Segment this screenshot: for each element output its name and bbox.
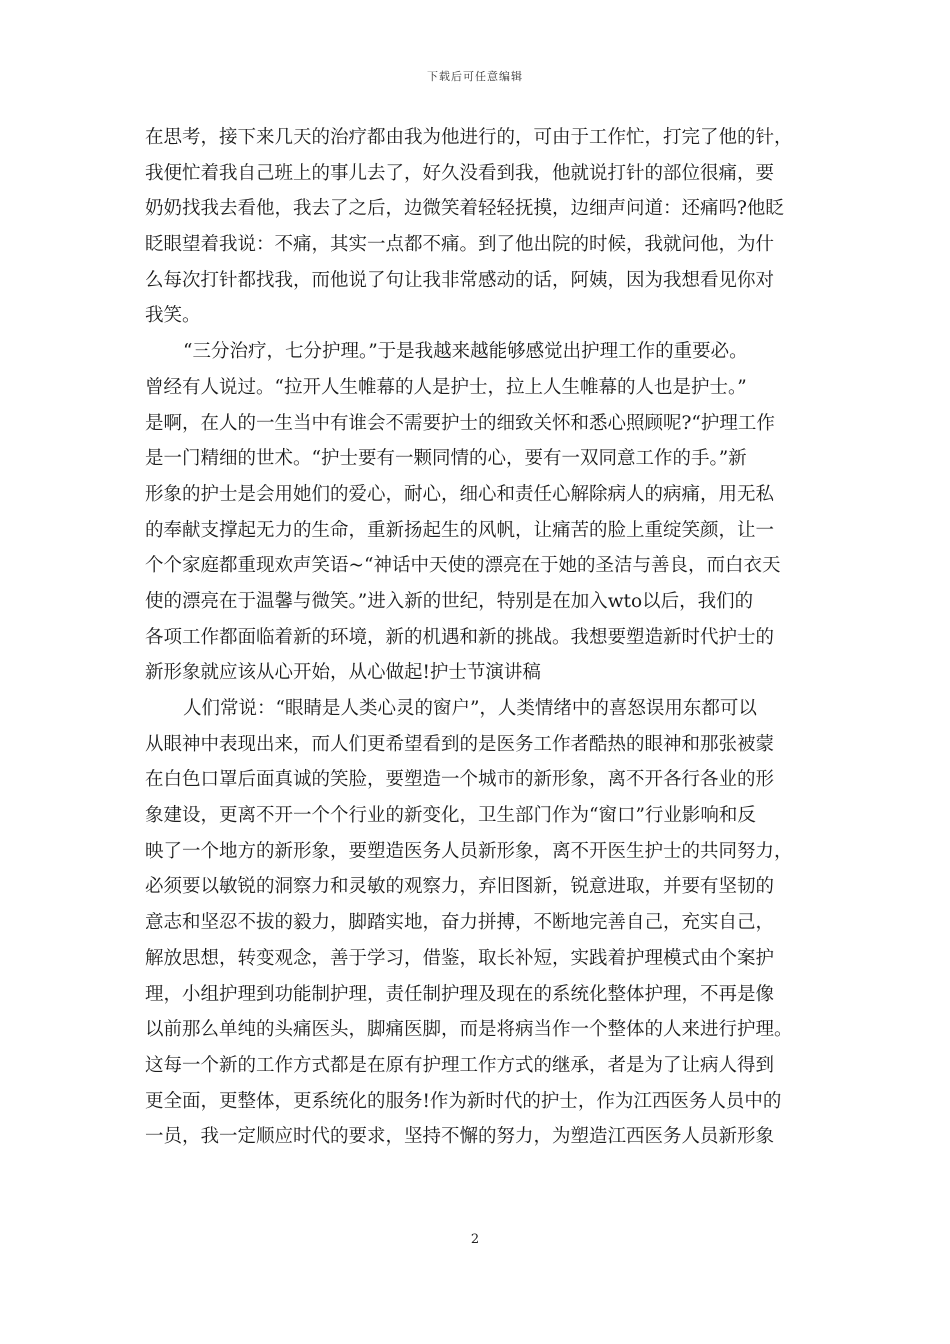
text-line: 一员，我一定顺应时代的要求，坚持不懈的努力，为塑造江西医务人员新形象 [145,1126,775,1148]
document-body [145,120,810,1155]
text-line: 使的漂亮在于温馨与微笑。”进入新的世纪，特别是在加入wto以后，我们的 [145,590,754,612]
text-line: 象建设，更离不开一个个行业的新变化，卫生部门作为“窗口”行业影响和反 [145,805,756,827]
text-line: 各项工作都面临着新的环境，新的机遇和新的挑战。我想要塑造新时代护士的 [145,626,775,648]
text-line: 么每次打针都找我，而他说了句让我非常感动的话，阿姨，因为我想看见你对 [145,269,775,291]
text-line: 在白色口罩后面真诚的笑脸，要塑造一个城市的新形象，离不开各行各业的形 [145,769,775,791]
text-line: 必须要以敏锐的洞察力和灵敏的观察力，弃旧图新，锐意进取，并要有坚韧的 [145,876,775,898]
text-line: 更全面，更整体，更系统化的服务!作为新时代的护士，作为江西医务人员中的 [145,1090,782,1112]
text-line: 个个家庭都重现欢声笑语~“神话中天使的漂亮在于她的圣洁与善良，而白衣天 [145,555,781,577]
text-line: 我便忙着我自己班上的事儿去了，好久没看到我，他就说打针的部位很痛，要 [145,162,775,184]
text-line: 解放思想，转变观念，善于学习，借鉴，取长补短，实践着护理模式由个案护 [145,947,775,969]
text-line: 眨眼望着我说：不痛，其实一点都不痛。到了他出院的时候，我就问他，为什 [145,234,775,256]
text-line: 从眼神中表现出来，而人们更希望看到的是医务工作者酷热的眼神和那张被蒙 [145,733,775,755]
page-header: 下载后可任意编辑 [427,70,523,83]
text-line: 这每一个新的工作方式都是在原有护理工作方式的继承，者是为了让病人得到 [145,1054,775,1076]
text-line: 映了一个地方的新形象，要塑造医务人员新形象，离不开医生护士的共同努力， [145,840,793,862]
paragraph-start-line: “三分治疗，七分护理。”于是我越来越能够感觉出护理工作的重要必。 [183,341,748,363]
text-line: 我笑。 [145,305,201,327]
text-line: 意志和坚忍不拔的毅力，脚踏实地，奋力拼搏，不断地完善自己，充实自己， [145,912,775,934]
page-number: 2 [470,1232,480,1247]
paragraph-start-line: 人们常说：“眼睛是人类心灵的窗户”，人类情绪中的喜怒误用东都可以 [183,698,757,719]
text-line: 新形象就应该从心开始，从心做起!护士节演讲稿 [145,662,541,684]
text-line: 在思考，接下来几天的治疗都由我为他进行的，可由于工作忙，打完了他的针， [145,127,793,148]
text-line: 是一门精细的世术。“护士要有一颗同情的心，要有一双同意工作的手。”新 [145,448,747,470]
text-line: 以前那么单纯的头痛医头，脚痛医脚，而是将病当作一个整体的人来进行护理。 [145,1019,793,1041]
text-line: 形象的护士是会用她们的爱心，耐心，细心和责任心解除病人的病痛，用无私 [145,483,775,505]
text-line: 奶奶找我去看他，我去了之后，边微笑着轻轻抚摸，边细声问道：还痛吗?他眨 [145,198,784,220]
text-line: 的奉献支撑起无力的生命，重新扬起生的风帆，让痛苦的脸上重绽笑颜，让一 [145,519,775,541]
text-line: 曾经有人说过。“拉开人生帷幕的人是护士，拉上人生帷幕的人也是护士。” [145,376,747,398]
text-line: 理，小组护理到功能制护理，责任制护理及现在的系统化整体护理，不再是像 [145,983,775,1005]
text-line: 是啊，在人的一生当中有谁会不需要护士的细致关怀和悉心照顾呢?“护理工作 [145,412,775,434]
